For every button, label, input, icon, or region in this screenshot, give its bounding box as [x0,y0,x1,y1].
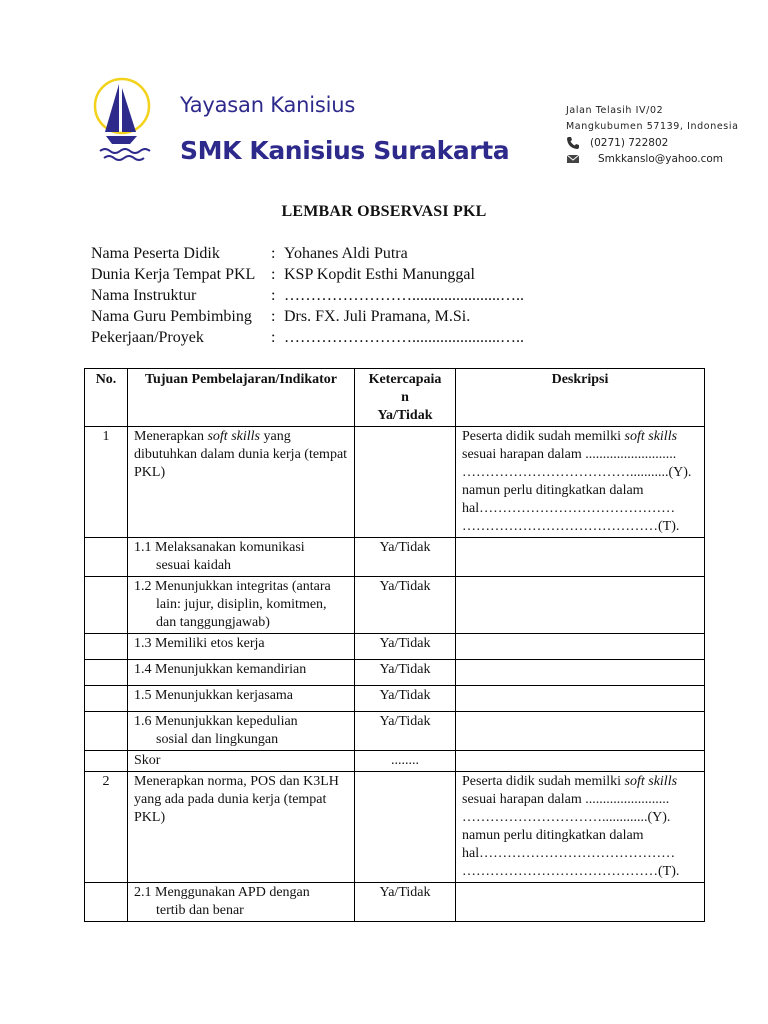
goal-emphasis: soft skills [207,429,260,444]
table-row [85,686,705,712]
table-row [85,772,705,883]
indicator-cell [128,660,355,686]
indicator-text-cont: sosial dan lingkungan [156,732,279,747]
identity-row [91,243,524,264]
header-achievement-line-2: n [401,390,409,405]
achievement-value[interactable]: Ya/Tidak [355,634,456,660]
header-achievement-line-3: Ya/Tidak [377,408,433,423]
section-number: 2 [85,772,128,883]
phone-icon [566,136,580,150]
indicator-number: 1.1 [134,540,152,555]
achievement-cell[interactable] [355,427,456,538]
table-row [85,883,705,922]
address-line-1: Jalan Telasih IV/02 [566,105,664,116]
description-cell[interactable] [456,712,705,751]
identity-row [91,306,524,327]
indicator-text-cont: lain: jujur, disiplin, komitmen, [156,597,327,612]
empty-cell [85,712,128,751]
identity-list [91,243,524,348]
section-goal: Menerapkan norma, POS dan K3LH yang ada pada dunia kerja (tempat PKL) [128,772,355,883]
achievement-value[interactable]: Ya/Tidak [355,712,456,751]
empty-cell [85,686,128,712]
indicator-text-cont: dan tanggungjawab) [156,615,270,630]
indicator-number: 1.6 [134,714,152,729]
desc-line: ……………………………………(T). [462,864,680,879]
identity-separator: : [271,308,276,325]
desc-line: namun perlu ditingkatkan dalam [462,828,644,843]
description-cell[interactable] [456,660,705,686]
score-label: Skor [128,751,355,772]
email-address: Smkkanslo@yahoo.com [598,153,724,165]
desc-line: ………………………….............(Y). [462,810,671,825]
phone-row [566,135,739,151]
kanisius-logo [92,74,154,168]
document-title: LEMBAR OBSERVASI PKL [281,203,487,220]
achievement-value[interactable]: Ya/Tidak [355,883,456,922]
indicator-cell [128,634,355,660]
empty-cell [85,577,128,634]
indicator-number: 2.1 [134,885,152,900]
description-cell[interactable] [456,634,705,660]
indicator-text: Memiliki etos kerja [155,636,265,651]
identity-value: Drs. FX. Juli Pramana, M.Si. [284,308,471,325]
indicator-text-cont: tertib dan benar [156,903,244,918]
empty-cell [85,634,128,660]
indicator-cell [128,686,355,712]
identity-row [91,285,524,306]
desc-emphasis: soft skills [624,429,678,444]
desc-line: hal…………………………………… [462,501,676,516]
org-name: Yayasan Kanisius [180,93,356,117]
indicator-number: 1.3 [134,636,152,651]
indicator-cell [128,538,355,577]
indicator-text: Menggunakan APD dengan [155,885,310,900]
desc-text: Peserta didik sudah memilki [462,429,625,444]
identity-value: Yohanes Aldi Putra [284,245,408,262]
table-row [85,712,705,751]
identity-row [91,264,524,285]
indicator-text: Menunjukkan integritas (antara [155,579,331,594]
identity-separator: : [271,287,276,304]
indicator-text: Menunjukkan kepedulian [155,714,298,729]
achievement-cell[interactable] [355,772,456,883]
indicator-text: Menunjukkan kerjasama [155,688,294,703]
identity-value: KSP Kopdit Esthi Manunggal [284,266,475,283]
indicator-cell [128,712,355,751]
identity-row [91,327,524,348]
table-row [85,577,705,634]
achievement-value[interactable]: Ya/Tidak [355,538,456,577]
description-cell[interactable] [456,883,705,922]
achievement-value[interactable]: Ya/Tidak [355,686,456,712]
identity-separator: : [271,266,276,283]
score-value[interactable]: ........ [355,751,456,772]
goal-text: Menerapkan [134,429,208,444]
observation-table [84,368,705,922]
identity-label: Dunia Kerja Tempat PKL [91,266,256,283]
table-row [85,427,705,538]
desc-line: hal…………………………………… [462,846,676,861]
identity-separator: : [271,245,276,262]
identity-label: Nama Guru Pembimbing [91,308,252,325]
empty-cell [85,660,128,686]
indicator-number: 1.5 [134,688,152,703]
desc-line: ………………………………...........(Y). [462,465,692,480]
desc-text: Peserta didik sudah memilki [462,774,625,789]
header-indicator: Tujuan Pembelajaran/Indikator [128,369,355,427]
desc-line: sesuai harapan dalam ........................ [462,792,670,807]
address-line-2: Mangkubumen 57139, Indonesia [566,121,739,132]
header-description: Deskripsi [456,369,705,427]
achievement-value[interactable]: Ya/Tidak [355,660,456,686]
description-cell[interactable] [456,538,705,577]
indicator-number: 1.2 [134,579,152,594]
section-goal [128,427,355,538]
email-row [566,151,739,167]
desc-line: namun perlu ditingkatkan dalam [462,483,644,498]
desc-line: sesuai harapan dalam .......................... [462,447,677,462]
description-cell [456,751,705,772]
section-number: 1 [85,427,128,538]
indicator-text: Melaksanakan komunikasi [155,540,305,555]
table-row [85,751,705,772]
achievement-value[interactable]: Ya/Tidak [355,577,456,634]
description-cell [456,427,705,538]
mail-icon [566,152,580,166]
empty-cell [85,538,128,577]
identity-label: Pekerjaan/Proyek [91,329,204,346]
desc-emphasis: soft skills [624,774,678,789]
header-achievement-line-1: Ketercapaia [368,372,442,387]
table-row [85,660,705,686]
empty-cell [85,751,128,772]
desc-line: ……………………………………(T). [462,519,680,534]
goal-text-rest: yang dibutuhkan dalam dunia kerja (tempat PKL) [134,429,348,480]
header-no: No. [85,369,128,427]
contact-block [566,103,739,167]
header-achievement [355,369,456,427]
identity-label: Nama Peserta Didik [91,245,220,262]
indicator-text: Menunjukkan kemandirian [155,662,307,677]
table-header-row [85,369,705,427]
indicator-text-cont: sesuai kaidah [156,558,232,573]
indicator-number: 1.4 [134,662,152,677]
identity-label: Nama Instruktur [91,287,197,304]
indicator-cell [128,577,355,634]
empty-cell [85,883,128,922]
description-cell[interactable] [456,686,705,712]
identity-separator: : [271,329,276,346]
table-row [85,538,705,577]
identity-value: ……………………......................….. [284,287,524,304]
school-name: SMK Kanisius Surakarta [180,136,510,165]
description-cell[interactable] [456,577,705,634]
indicator-cell [128,883,355,922]
phone-number: (0271) 722802 [590,137,669,149]
table-row [85,634,705,660]
description-cell [456,772,705,883]
identity-value: ……………………......................….. [284,329,524,346]
